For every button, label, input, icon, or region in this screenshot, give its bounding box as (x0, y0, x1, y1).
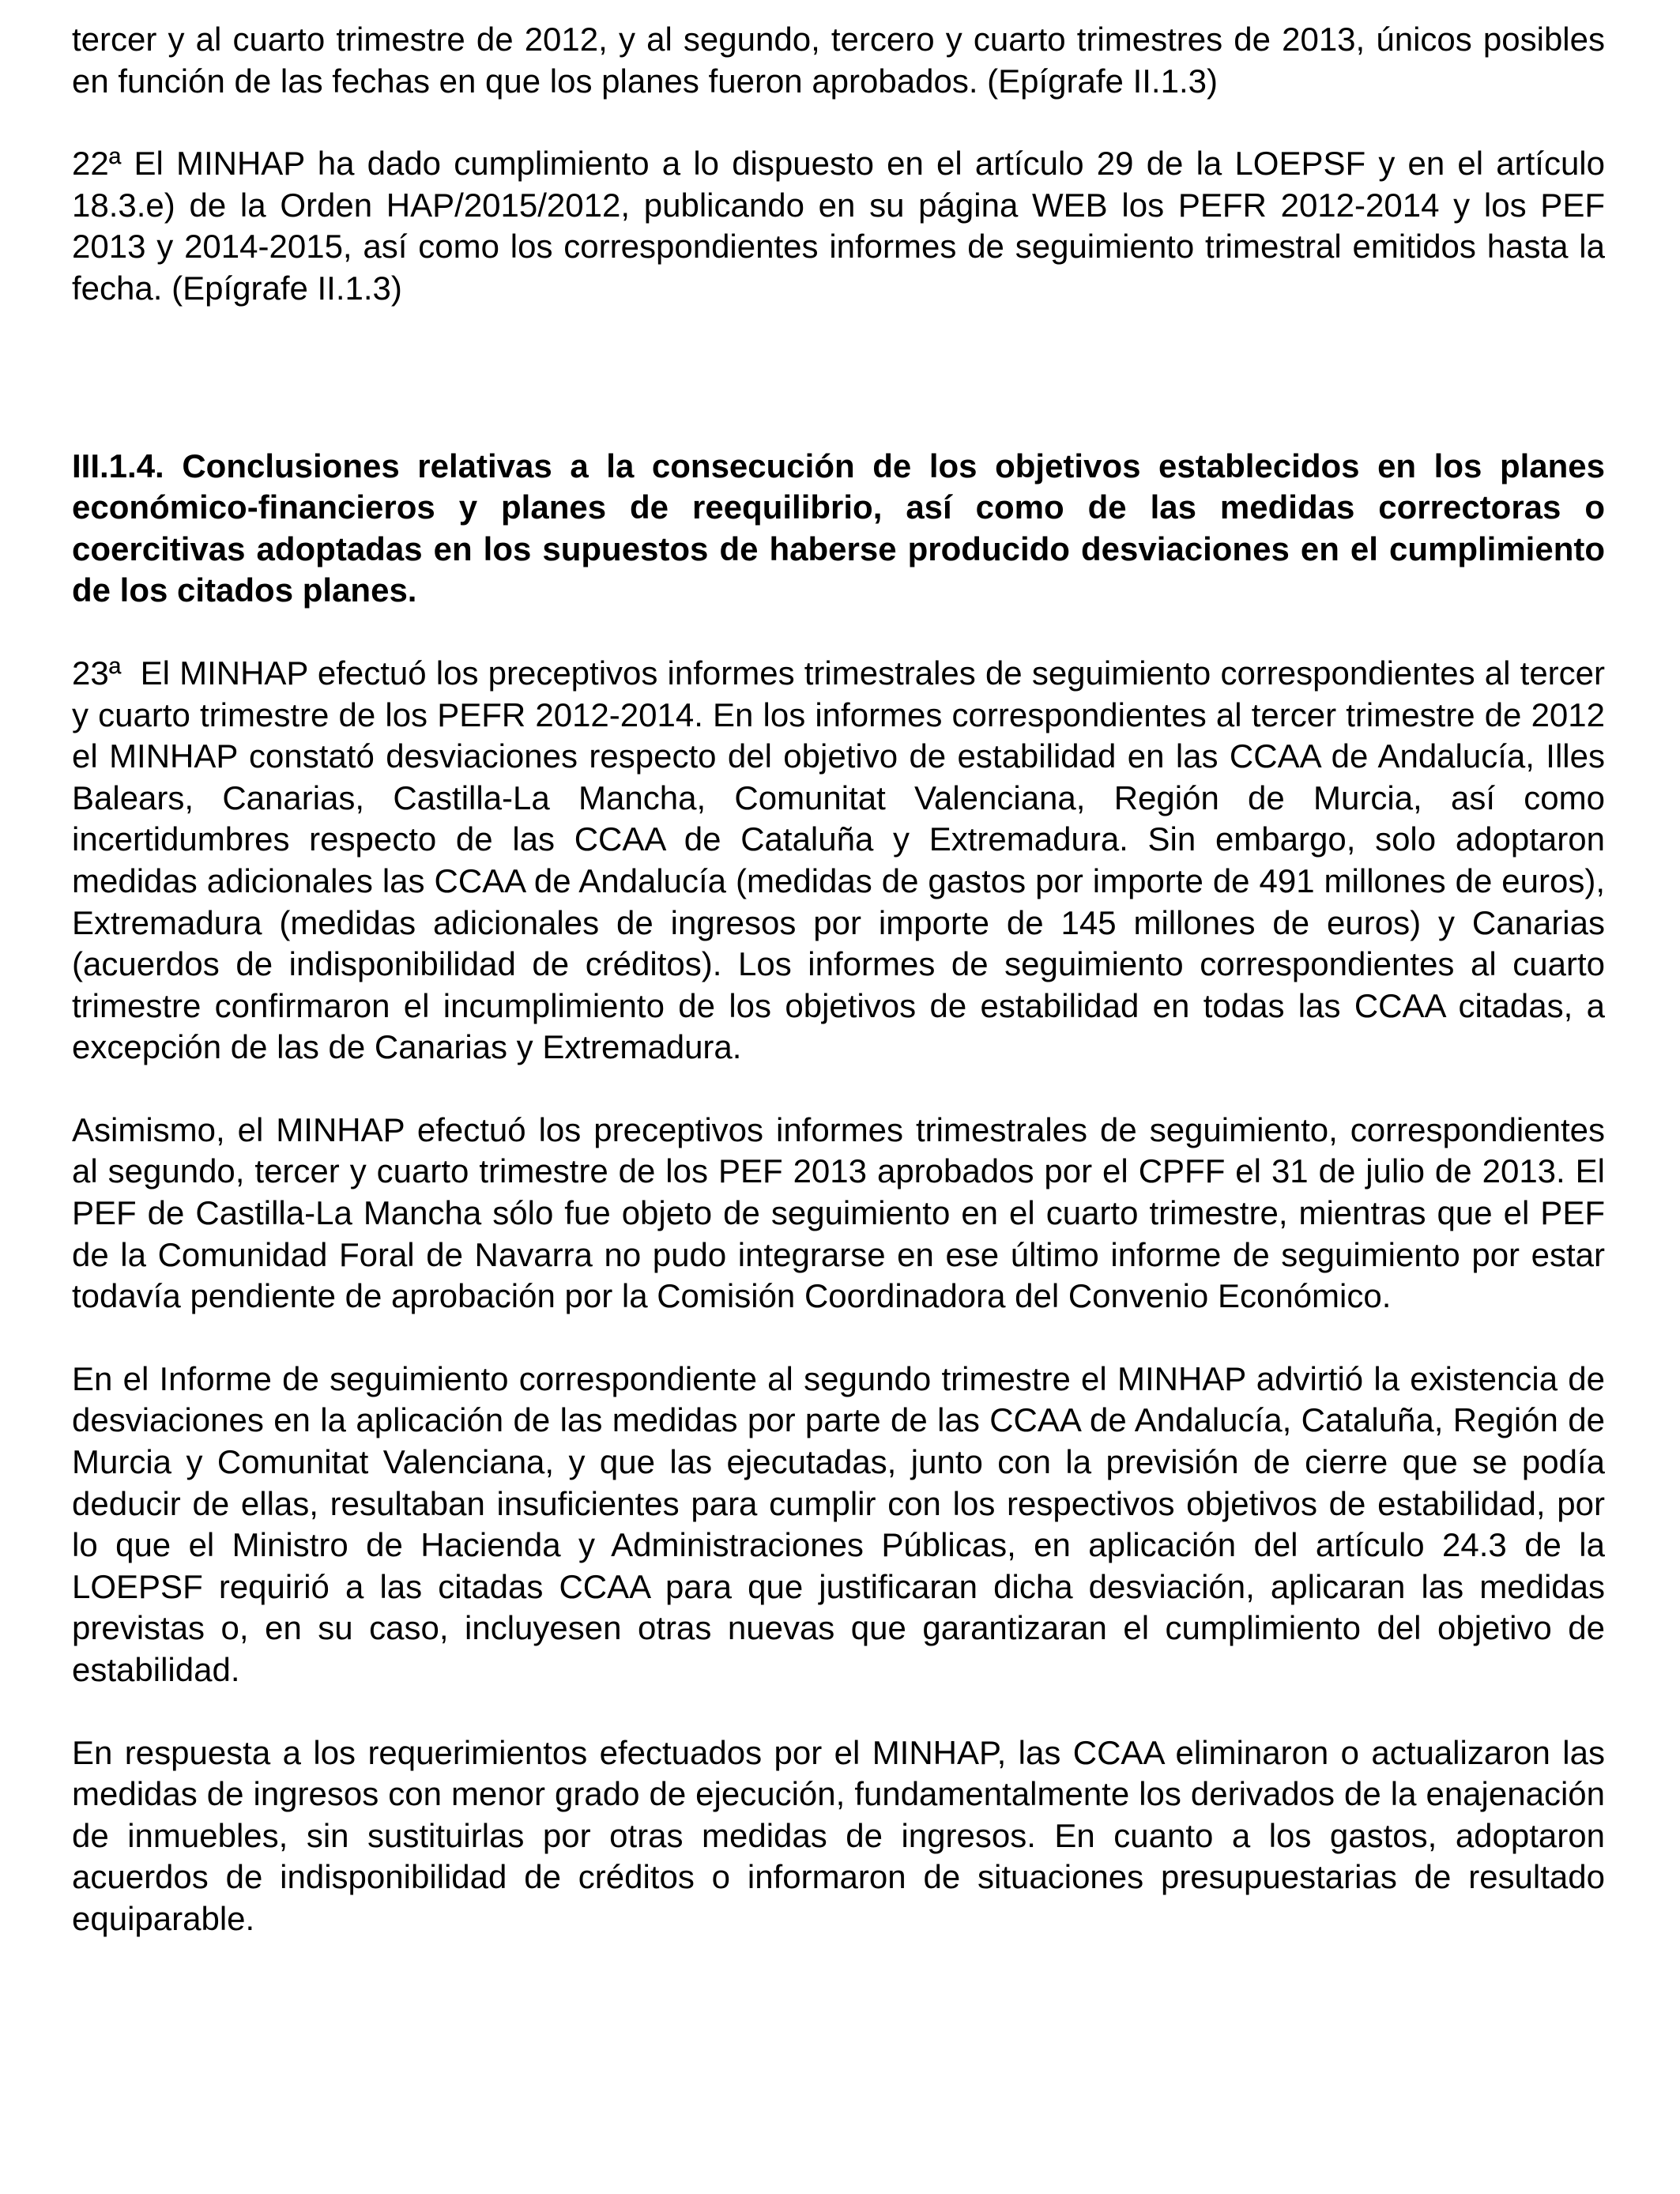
conclusion-23-text: El MINHAP efectuó los preceptivos informes trimestrales de seguimiento correspondientes al tercer y cuarto trimestre de los PEFR 2012-2014. En los informes correspondientes al tercer trimestre de 2012 el MINHAP constató desviaciones respecto del objetivo de estabilidad en las CCAA de Andalucía, Illes Balears, Canarias, Castilla-La Mancha, Comunitat Valenciana, Región de Murcia, así como incertidumbres respecto de las CCAA de Cataluña y Extremadura. Sin embargo, solo adoptaron medidas adicionales las CCAA de Andalucía (medidas de gastos por importe de 491 millones de euros), Extremadura (medidas adicionales de ingresos por importe de 145 millones de euros) y Canarias (acuerdos de indisponibilidad de créditos). Los informes de seguimiento correspondientes al cuarto trimestre confirmaron el incumplimiento de los objetivos de estabilidad en todas las CCAA citadas, a excepción de las de Canarias y Extremadura. (72, 654, 1606, 1066)
section-number: III.1.4. (72, 447, 164, 484)
conclusion-22-text: El MINHAP ha dado cumplimiento a lo dispuesto en el artículo 29 de la LOEPSF y en el artículo 18.3.e) de la Orden HAP/2015/2012, publicando en su página WEB los PEFR 2012-2014 y los PEF 2013 y 2014-2015, así como los correspondientes informes de seguimiento trimestral emitidos hasta la fecha. (Epígrafe II.1.3) (72, 145, 1605, 307)
conclusion-23 (72, 653, 1605, 1069)
section-heading (72, 446, 1605, 612)
conclusion-22 (72, 143, 1605, 309)
conclusion-22-marker: 22ª (72, 145, 122, 183)
paragraph-asimismo: Asimismo, el MINHAP efectuó los preceptivos informes trimestrales de seguimiento, correspondientes al segundo, tercer y cuarto trimestre de los PEF 2013 aprobados por el CPFF el 31 de julio de 2013. El PEF de Castilla-La Mancha sólo fue objeto de seguimiento en el cuarto trimestre, mientras que el PEF de la Comunidad Foral de Navarra no pudo integrarse en ese último informe de seguimiento por estar todavía pendiente de aprobación por la Comisión Coordinadora del Convenio Económico. (72, 1110, 1605, 1315)
section-title: Conclusiones relativas a la consecución de los objetivos establecidos en los planes económico-financieros y planes de reequilibrio, así como de las medidas correctoras o coercitivas adoptadas en los supuestos de haberse producido desviaciones en el cumplimiento de los citados planes. (72, 447, 1605, 609)
conclusion-23-marker: 23ª (72, 654, 122, 692)
paragraph-informe-seguimiento: En el Informe de seguimiento correspondiente al segundo trimestre el MINHAP advirtió la existencia de desviaciones en la aplicación de las medidas por parte de las CCAA de Andalucía, Cataluña, Región de Murcia y Comunitat Valenciana, y que las ejecutadas, junto con la previsión de cierre que se podía deducir de ellas, resultaban insuficientes para cumplir con los respectivos objetivos de estabilidad, por lo que el Ministro de Hacienda y Administraciones Públicas, en aplicación del artículo 24.3 de la LOEPSF requirió a las citadas CCAA para que justificaran dicha desviación, aplicaran las medidas previstas o, en su caso, incluyesen otras nuevas que garantizaran el cumplimiento del objetivo de estabilidad. (72, 1359, 1605, 1688)
paragraph-continuation: tercer y al cuarto trimestre de 2012, y al segundo, tercero y cuarto trimestres de 2013, únicos posibles en función de las fechas en que los planes fueron aprobados. (Epígrafe II.1.3) (72, 21, 1605, 100)
paragraph-respuesta: En respuesta a los requerimientos efectuados por el MINHAP, las CCAA eliminaron o actualizaron las medidas de ingresos con menor grado de ejecución, fundamentalmente los derivados de la enajenación de inmuebles, sin sustituirlas por otras medidas de ingresos. En cuanto a los gastos, adoptaron acuerdos de indisponibilidad de créditos o informaron de situaciones presupuestarias de resultado equiparable. (72, 1733, 1605, 1937)
document-page (72, 19, 1605, 1940)
